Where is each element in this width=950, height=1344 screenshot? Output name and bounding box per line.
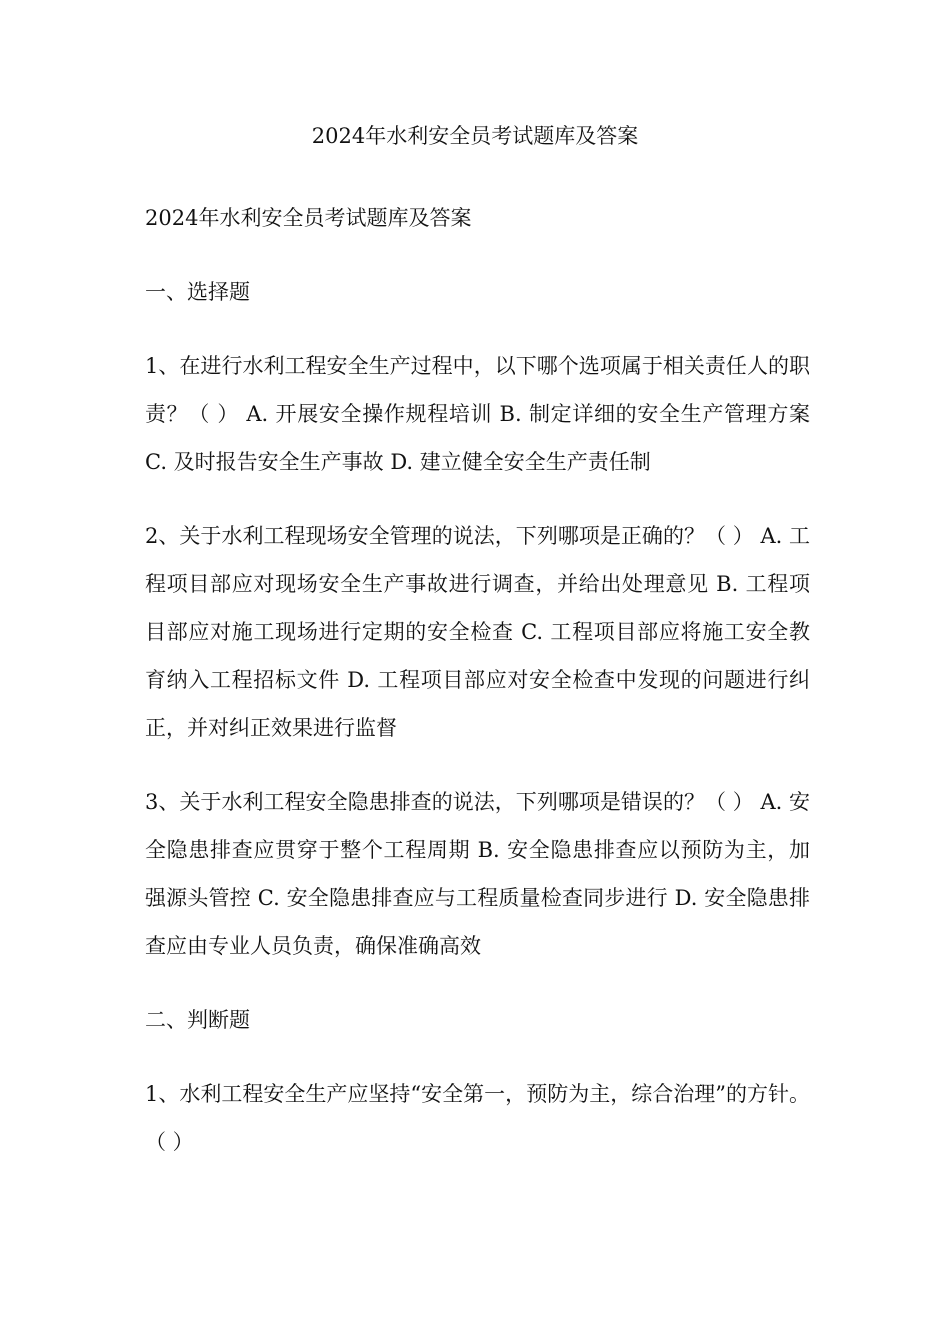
question-1: 1、在进行水利工程安全生产过程中，以下哪个选项属于相关责任人的职责？（ ） A. 开展安全操作规程培训 B. 制定详细的安全生产管理方案 C. 及时报告安全生产事故 D. 建立健全安全生产责任制 — [145, 354, 810, 474]
question-2: 2、关于水利工程现场安全管理的说法，下列哪项是正确的？（ ） A. 工程项目部应对现场安全生产事故进行调查，并给出处理意见 B. 工程项目部应对施工现场进行定期的安全检查 C. 工程项目部应将施工安全教育纳入工程招标文件 D. 工程项目部应对安全检查中发现的问题进行纠正，并对纠正效果进行监督 — [145, 524, 810, 740]
document-subtitle: 2024年水利安全员考试题库及答案 — [145, 206, 472, 230]
document-title: 2024年水利安全员考试题库及答案 — [311, 124, 639, 148]
section-heading-judgment: 二、判断题 — [145, 1008, 250, 1032]
judgment-question-1: 1、水利工程安全生产应坚持“安全第一，预防为主，综合治理”的方针。（ ） — [145, 1082, 810, 1154]
question-3: 3、关于水利工程安全隐患排查的说法，下列哪项是错误的？（ ） A. 安全隐患排查应贯穿于整个工程周期 B. 安全隐患排查应以预防为主，加强源头管控 C. 安全隐患排查应与工程质量检查同步进行 D. 安全隐患排查应由专业人员负责，确保准确高效 — [145, 790, 810, 958]
section-heading-choice: 一、选择题 — [145, 280, 250, 304]
document-body — [145, 194, 810, 1192]
